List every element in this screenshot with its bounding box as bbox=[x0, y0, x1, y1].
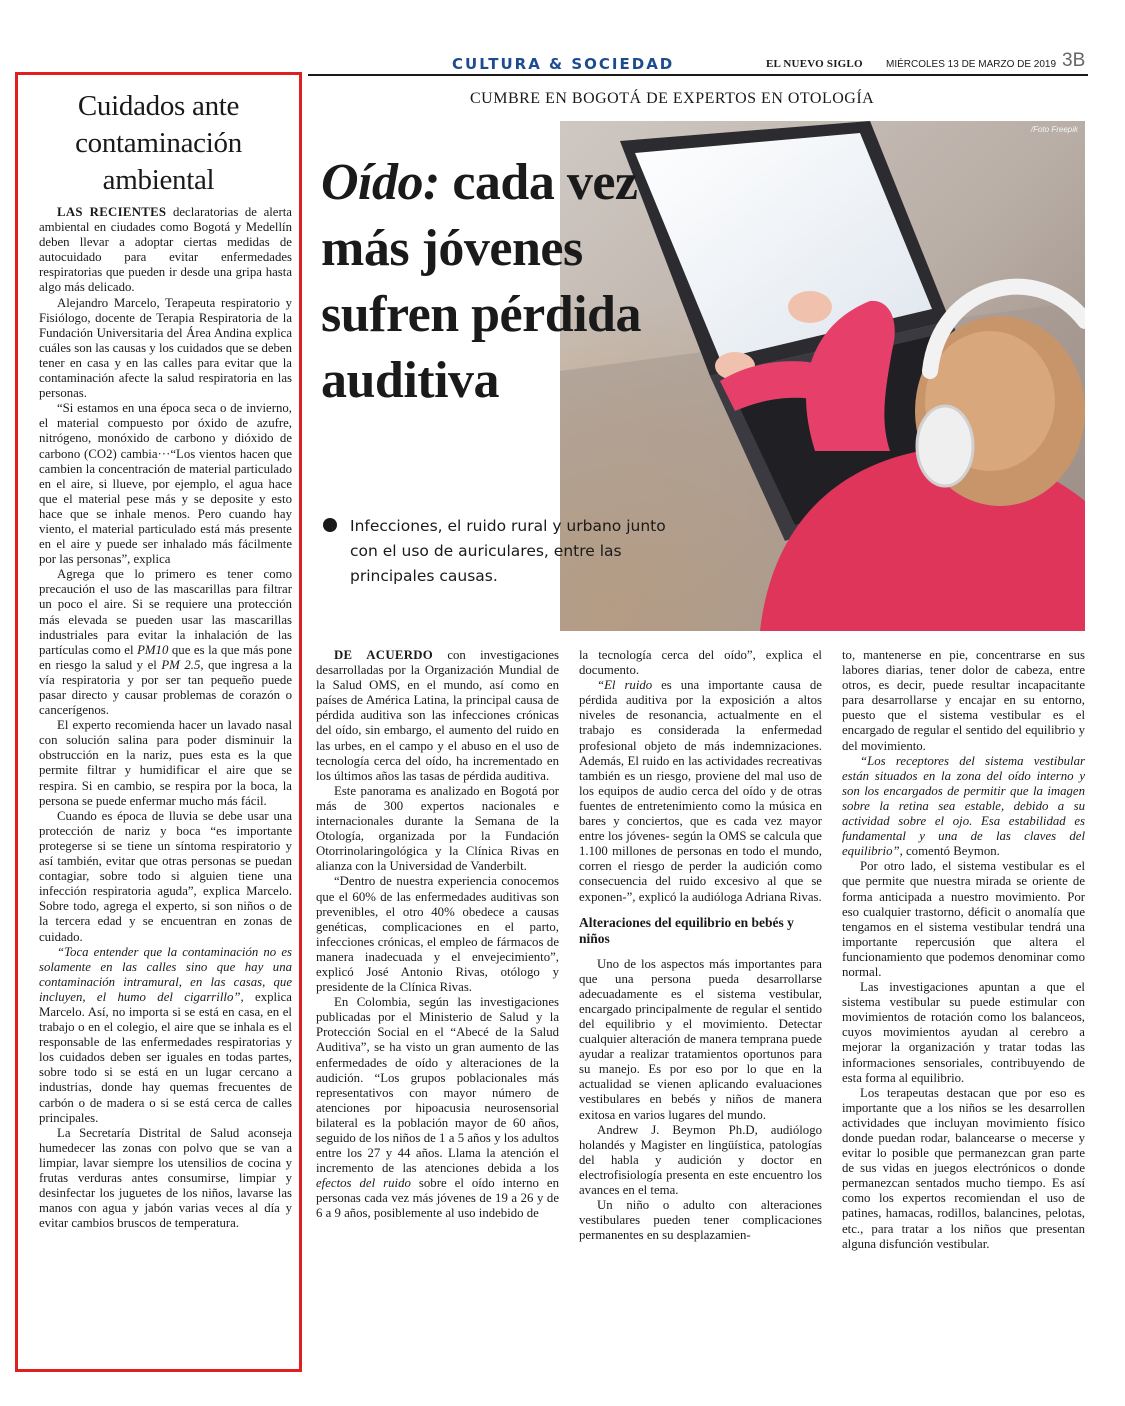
sidebar-text: que es la que más pone en riesgo la salud y el bbox=[39, 642, 292, 672]
photo-credit: /Foto Freepik bbox=[1030, 125, 1078, 134]
article-text: comentó Beymon. bbox=[902, 844, 1000, 859]
article-lead: DE ACUERDO bbox=[334, 648, 434, 662]
sidebar-lead: LAS RECIENTES bbox=[57, 205, 167, 219]
article-paragraph bbox=[316, 995, 559, 1221]
article-paragraph bbox=[579, 678, 822, 904]
sidebar-text: explica Marcelo. Así, no importa si se está en casa, en el trabajo o en el colegio, el aire que se inhala es el responsable de las enfermedades respiratorias y los cuidados deben ser iguales en todas partes, sobre todo si se está en un lugar cercano a industrias, donde hay quemas frecuentes de carbón o de madera o si se está cerca de calles principales. bbox=[39, 989, 292, 1125]
article-paragraph: Los terapeutas destacan que por eso es importante que a los niños se les desarrollen actividades que incluyan movimiento físico donde puedan rodar, balancearse o mecerse y evitar lo posible que permanezcan gran parte de sus vidas en juegos electrónicos o donde permanezcan sentados mucho tiempo. Es así como los expertos recomiendan el uso de patines, hamacas, rodillos, balancines, pelotas, etc., para tratar a los niños que presentan alguna disfunción vestibular. bbox=[842, 1085, 1085, 1251]
issue-date: MIÉRCOLES 13 DE MARZO DE 2019 bbox=[886, 59, 1057, 70]
article-column-2 bbox=[579, 648, 822, 1243]
article-paragraph: Andrew J. Beymon Ph.D, audiólogo holandés y Magister en lingüística, patologías del habla y audición y doctor en electrofisiología presenta en este encuentro los avances en el tema. bbox=[579, 1122, 822, 1197]
kicker: CUMBRE EN BOGOTÁ DE EXPERTOS EN OTOLOGÍA bbox=[470, 90, 875, 107]
article-quote: “Los receptores del sistema vestibular están situados en la zona del oído interno y son los encargados de permitir que la imagen sobre la retina sea estable, debido a su actividad sobre el ojo. Esa estabilidad es fundamental y una de las claves del equilibrio”, bbox=[842, 753, 1085, 859]
sidebar-paragraph: Cuando es época de lluvia se debe usar una protección de nariz y boca “es importante protegerse si se tiene un síntoma respiratorio y así también, evitar que otras personas se puedan contagiar, sobre todo si alguien tiene una infección respiratoria aguda”, explica Marcelo. Sobre todo, agrega el experto, si son niños o de la tercera edad y se encuentran en zonas de cuidado. bbox=[39, 808, 292, 944]
article-paragraph: Por otro lado, el sistema vestibular es el que permite que nuestra mirada se oriente de forma anticipada a nuestro movimiento. Por eso cualquier trastorno, déficit o anomalía que tengamos en el sistema vestibular tendrá una importante repercusión que altera el funcionamiento que podemos denominar como normal. bbox=[842, 859, 1085, 979]
article-paragraph: Este panorama es analizado en Bogotá por más de 300 expertos nacionales e internacionales durante la Semana de la Otología, organizada por la Fundación Otorrinolaringológica y la Clínica Rivas en alianza con la Universidad de Vanderbilt. bbox=[316, 783, 559, 874]
sidebar-body bbox=[39, 205, 292, 1231]
article-paragraph: Las investigaciones apuntan a que el sistema vestibular su puede estimular con movimientos de rotación como los balanceos, cuyos movimientos ayudan al cerebro a mejorar la organización y tratar todas las informaciones sensoriales, contribuyendo de esta forma al equilibrio. bbox=[842, 980, 1085, 1085]
article-text: En Colombia, según las investigaciones publicadas por el Ministerio de Salud y la Protección Social en el “Abecé de la Salud Auditiva”, se ha visto un gran aumento de las enfermedades de oído y alteraciones de la audición. “Los grupos poblacionales más representativos con mayor número de atenciones por hipoacusia neurosensorial bilateral es la población mayor de 60 años, seguido de los niños de 1 a 5 años y los adultos entre los 27 y 44 años. Llama la atención el incremento de las atenciones debida a los bbox=[316, 995, 559, 1176]
sidebar-paragraph: El experto recomienda hacer un lavado nasal con solución salina para poder disminuir la obstrucción en la nariz, pues esta es la que permite filtrar y humidificar el aire que se respira. Si en cambio, se respira por la boca, la persona se puede enfermar mucho más fácil. bbox=[39, 718, 292, 808]
article-paragraph bbox=[316, 648, 559, 784]
sidebar-text: , que ingresa a la vía respiratoria y por ser tan pequeño puede pasar directo y causar problemas de corazón o cancerígenos. bbox=[39, 657, 292, 718]
page-number: 3B bbox=[1062, 50, 1086, 71]
sidebar-paragraph: “Si estamos en una época seca o de invierno, el material compuesto por óxido de azufre, nitrógeno, monóxido de carbono y dióxido de carbono (CO2) cambia···“Los vientos hacen que cambien la concentración de material particulado en el aire, si llueve, por ejemplo, el agua hace que el material pese más y se deposite y esto hace que se inhale menos. Pero cuando hay viento, el material particulado está más presente en el aire y puede ser inhalado más fácilmente por las personas”, explica bbox=[39, 401, 292, 567]
headline bbox=[321, 150, 721, 414]
sidebar-title: Cuidados ante contaminación ambiental bbox=[75, 90, 242, 196]
sidebar-paragraph bbox=[39, 205, 292, 296]
article-paragraph bbox=[842, 754, 1085, 860]
article-subheading: Alteraciones del equilibrio en bebés y niños bbox=[579, 914, 794, 946]
article-paragraph: to, mantenerse en pie, concentrarse en sus labores diarias, tener dolor de cabeza, entre otros, es decir, puede resultar incapacitante para desarrollarse y encajar en su entorno, puesto que el sistema vestibular es el encargado de regular el sentido del equilibrio y del movimiento. bbox=[842, 648, 1085, 753]
subheadline: Infecciones, el ruido rural y urbano junto con el uso de auriculares, entre las principales causas. bbox=[350, 517, 666, 585]
headline-text: cada vez más jóvenes sufren pérdida auditiva bbox=[321, 154, 641, 409]
sidebar-text: Agrega que lo primero es tener como precaución el uso de las mascarillas para filtrar un poco el aire. Si se requiere una protección más elevada se pueden usar las mascarillas industriales para evitar la inhalación de las partículas como el bbox=[39, 567, 292, 657]
newspaper-name: EL NUEVO SIGLO bbox=[766, 58, 863, 70]
sidebar-paragraph: La Secretaría Distrital de Salud aconseja humedecer las zonas con polvo que se van a limpiar, lavar siempre los utensilios de cocina y frutas verduras antes consumirse, limpiar y desinfectar los juguetes de los niños, lavarse las manos con agua y jabón varias veces al día y evitar cambios bruscos de temperatura. bbox=[39, 1125, 292, 1231]
article-text: es una importante causa de pérdida auditiva por la exposición a altos niveles de resonancia, actualmente en el trabajo es considerada la enfermedad profesional objeto de más indemnizaciones. Además, El ruido en las actividades recreativas también es un riesgo, proviene del mal uso de los equipos de audio cerca del oído y de otras fuentes de entretenimiento como la música en bares y conciertos, que es cada vez mayor entre los jóvenes- según la OMS se calcula que 1.100 millones de personas en todo el mundo, corren el riesgo de perder la audición como consecuencia del ruido excesivo al que se exponen-”, explicó la audióloga Adriana Rivas. bbox=[579, 678, 822, 904]
article-paragraph: “Dentro de nuestra experiencia conocemos que el 60% de las enfermedades auditivas son prevenibles, el otro 40% obedece a causas genéticas, complicaciones en el parto, infecciones crónicas, el empleo de fármacos de manera inadecuada y el envejecimiento”, explicó José Antonio Rivas, otólogo y presidente de la Clínica Rivas. bbox=[316, 874, 559, 995]
sidebar-paragraph bbox=[39, 567, 292, 718]
article-term: “El ruido bbox=[597, 678, 653, 693]
article-text: con investigaciones desarrolladas por la Organización Mundial de la Salud OMS, en el mundo, así como en países de América Latina, la principal causa de pérdida auditiva son las infecciones crónicas del oído, sin embargo, el aumento del ruido en las urbes, en el campo y el abuso en el uso de tecnología cerca del oído, ha incrementado en los últimos años las tasas de pérdida auditiva. bbox=[316, 648, 559, 783]
article-paragraph: Un niño o adulto con alteraciones vestibulares pueden tener complicaciones permanentes en su desplazamien- bbox=[579, 1198, 822, 1243]
sidebar-quote: “Toca entender que la contaminación no es solamente en las calles sino que hay una contaminación intramural, en las casas, que incluyen, el humo del cigarrillo”, bbox=[39, 944, 292, 1004]
sidebar-term: PM10 bbox=[137, 642, 169, 657]
headline-italic: Oído: bbox=[321, 154, 440, 211]
sidebar-term: PM 2.5 bbox=[161, 657, 201, 672]
article-text: sobre el oído interno en personas cada vez más jóvenes de 19 a 26 y de 6 a 9 años, posiblemente al uso indebido de bbox=[316, 1176, 559, 1221]
article-column-3 bbox=[842, 648, 1085, 1252]
sidebar-paragraph: Alejandro Marcelo, Terapeuta respiratorio y Fisiólogo, docente de Terapia Respiratoria de la Fundación Universitaria del Área Andina explica cuáles son las causas y los cuidados que se deben tener en casa y en las calles para evitar que la contaminación afecte la salud respiratoria en las personas. bbox=[39, 295, 292, 401]
article-paragraph: Uno de los aspectos más importantes para que una persona pueda desarrollarse adecuadamente es el sistema vestibular, encargado principalmente de regular el sentido del equilibrio y el movimiento. Detectar cualquier alteración de manera temprana puede ayudar a realizar tratamientos oportunos para su manejo. Es por eso por lo que en la actualidad se vienen aplicando evaluaciones vestibulares en bebés y niños de manera exitosa en varios lugares del mundo. bbox=[579, 956, 822, 1122]
sidebar-paragraph bbox=[39, 945, 292, 1126]
bullet-icon bbox=[323, 518, 337, 532]
section-title: CULTURA & SOCIEDAD bbox=[452, 55, 675, 73]
article-column-1 bbox=[316, 648, 559, 1222]
header-rule bbox=[308, 74, 1088, 76]
article-term: efectos del ruido bbox=[316, 1176, 411, 1191]
sidebar-text: declaratorias de alerta ambiental en ciudades como Bogotá y Medellín deben llevar a adoptar ciertas medidas de autocuidado para evitar enfermedades respiratorias que pueden ir desde una gripa hasta algo más delicado. bbox=[39, 205, 292, 295]
article-paragraph: la tecnología cerca del oído”, explica el documento. bbox=[579, 648, 822, 678]
